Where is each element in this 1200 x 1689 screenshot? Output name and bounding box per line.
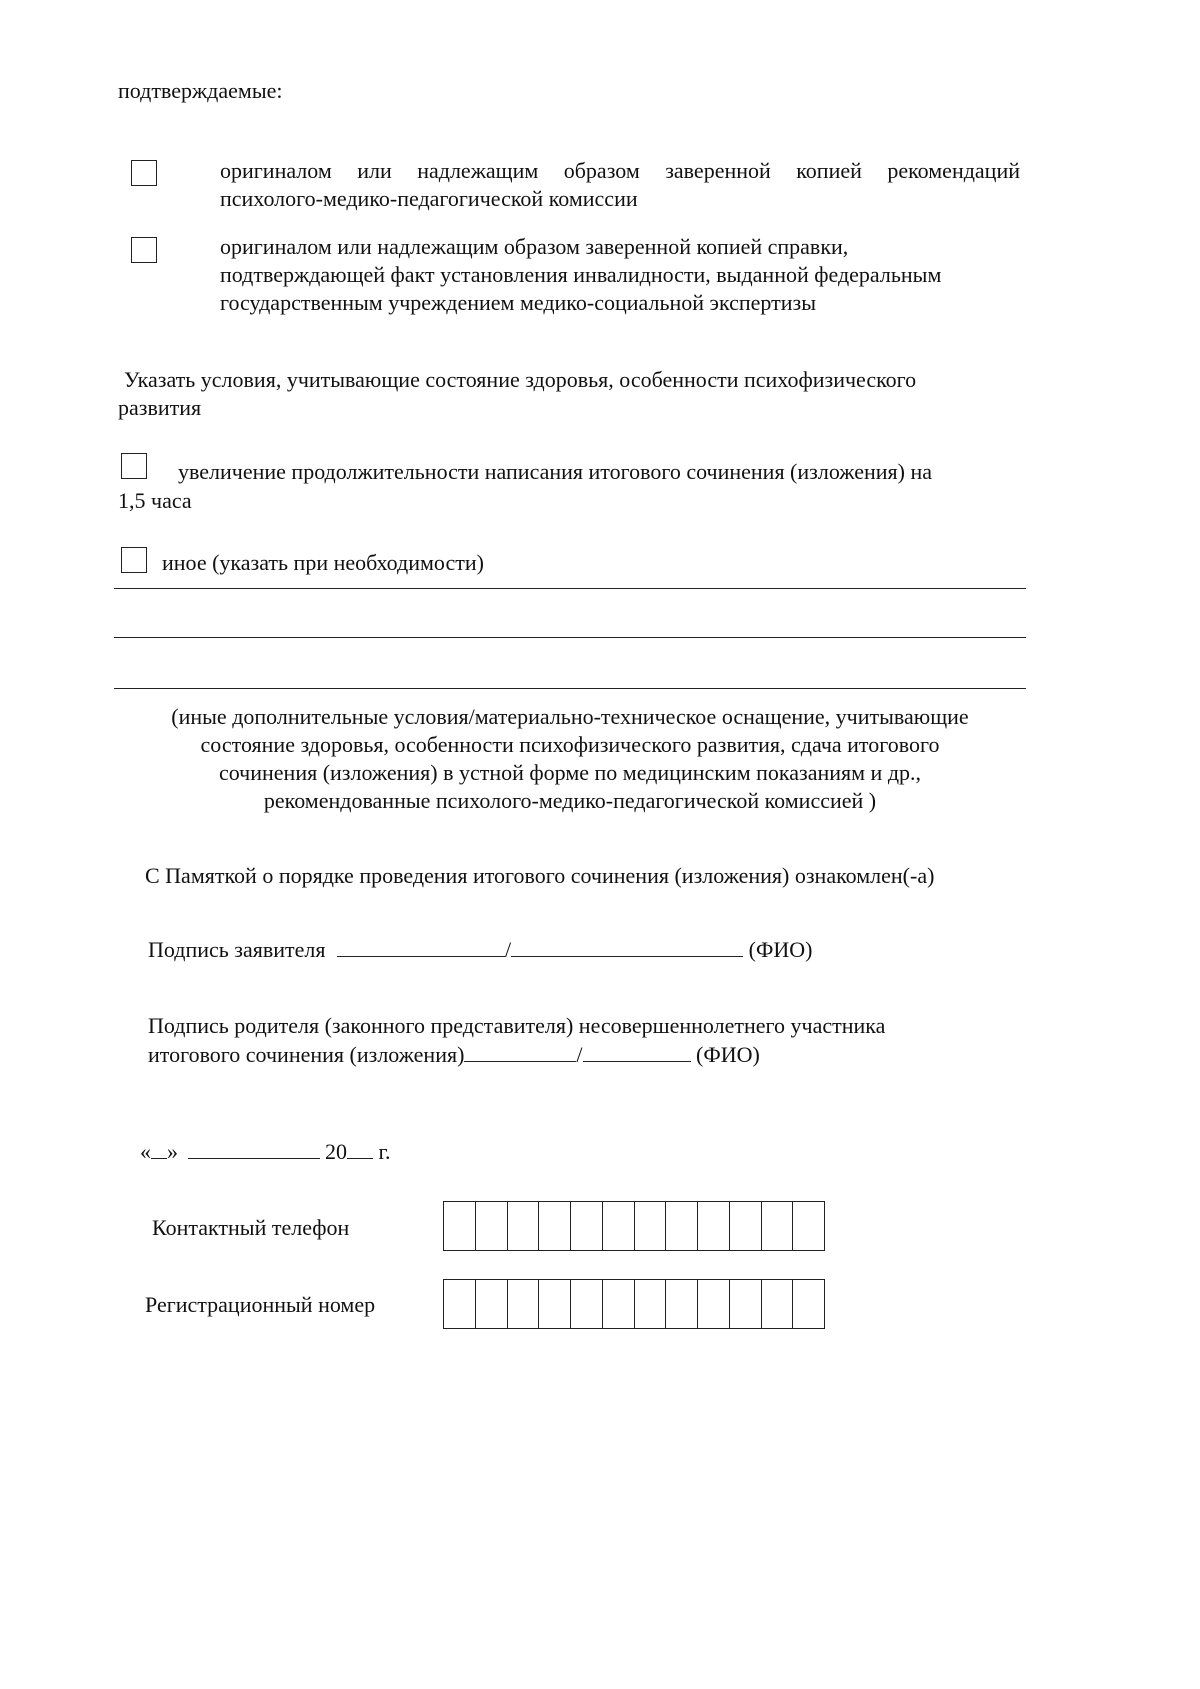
conditions-note-line: рекомендованные психолого-медико-педагогической комиссией ) xyxy=(263,788,877,813)
signature-separator: / xyxy=(576,1042,583,1067)
phone-digit-cell[interactable] xyxy=(476,1202,508,1250)
registration-digit-cell[interactable] xyxy=(762,1280,794,1328)
registration-number-label: Регистрационный номер xyxy=(145,1292,376,1317)
doc-option-line: оригиналом или надлежащим образом заверенной копией справки, xyxy=(220,234,849,259)
applicant-signature-row xyxy=(148,936,812,964)
date-month-field[interactable] xyxy=(188,1138,320,1159)
checkbox-extend-time[interactable] xyxy=(121,453,147,479)
doc-option-line: психолого-медико-педагогической комиссии xyxy=(220,186,638,211)
other-conditions-line[interactable] xyxy=(114,637,1026,638)
applicant-fio-field[interactable] xyxy=(511,936,743,957)
phone-digit-cell[interactable] xyxy=(793,1202,824,1250)
checkbox-psychological-commission[interactable] xyxy=(131,160,157,186)
conditions-note-line: сочинения (изложения) в устной форме по медицинским показаниям и др., xyxy=(218,760,922,785)
registration-digit-cell[interactable] xyxy=(666,1280,698,1328)
date-day-field[interactable] xyxy=(151,1138,167,1159)
phone-digit-cell[interactable] xyxy=(444,1202,476,1250)
conditions-note xyxy=(114,703,1026,815)
registration-digit-cell[interactable] xyxy=(571,1280,603,1328)
applicant-signature-field[interactable] xyxy=(337,936,505,957)
doc-option-line: оригиналом или надлежащим образом заверенной копией рекомендаций xyxy=(220,158,1020,183)
registration-digit-cell[interactable] xyxy=(476,1280,508,1328)
date-open-quote: « xyxy=(140,1139,151,1164)
date-year-field[interactable] xyxy=(347,1138,373,1159)
phone-digit-cell[interactable] xyxy=(762,1202,794,1250)
registration-digit-cell[interactable] xyxy=(635,1280,667,1328)
condition-extend-line1: увеличение продолжительности написания итогового сочинения (изложения) на xyxy=(178,459,932,484)
date-row xyxy=(140,1138,391,1166)
phone-digit-cell[interactable] xyxy=(635,1202,667,1250)
registration-digit-cell[interactable] xyxy=(793,1280,824,1328)
doc-option-disability-certificate xyxy=(220,233,1020,317)
parent-signature-row xyxy=(148,1041,760,1069)
parent-signature-field[interactable] xyxy=(464,1041,576,1062)
other-conditions-line[interactable] xyxy=(114,588,1026,589)
condition-other-label: иное (указать при необходимости) xyxy=(162,550,484,575)
registration-digit-cell[interactable] xyxy=(539,1280,571,1328)
parent-fio-field[interactable] xyxy=(583,1041,691,1062)
parent-signature-line1: Подпись родителя (законного представителя) несовершеннолетнего участника xyxy=(148,1013,886,1038)
checkbox-other[interactable] xyxy=(121,547,147,573)
conditions-note-line: (иные дополнительные условия/материально-техническое оснащение, учитывающие xyxy=(171,704,969,729)
other-conditions-line[interactable] xyxy=(114,688,1026,689)
conditions-heading-line: развития xyxy=(118,395,202,420)
doc-option-psychological-commission xyxy=(220,157,1020,213)
signature-separator: / xyxy=(505,937,512,962)
phone-digit-cell[interactable] xyxy=(698,1202,730,1250)
condition-extend-line2: 1,5 часа xyxy=(118,488,192,513)
phone-digit-cell[interactable] xyxy=(730,1202,762,1250)
checkbox-disability-certificate[interactable] xyxy=(131,237,157,263)
conditions-heading xyxy=(118,366,916,422)
registration-digit-cell[interactable] xyxy=(508,1280,540,1328)
memo-acknowledgement: С Памяткой о порядке проведения итогового сочинения (изложения) ознакомлен(-а) xyxy=(145,863,935,888)
date-close-quote: » xyxy=(167,1139,178,1164)
fio-label: (ФИО) xyxy=(748,937,813,962)
doc-option-line: подтверждающей факт установления инвалидности, выданной федеральным xyxy=(220,262,942,287)
registration-number-grid[interactable] xyxy=(443,1279,825,1329)
phone-digit-cell[interactable] xyxy=(603,1202,635,1250)
contact-phone-label: Контактный телефон xyxy=(152,1215,350,1240)
date-year-prefix: 20 xyxy=(325,1139,347,1164)
phone-digit-cell[interactable] xyxy=(539,1202,571,1250)
intro-text: подтверждаемые: xyxy=(118,78,283,103)
phone-digit-cell[interactable] xyxy=(508,1202,540,1250)
phone-digit-cell[interactable] xyxy=(666,1202,698,1250)
applicant-signature-label: Подпись заявителя xyxy=(148,937,326,962)
registration-digit-cell[interactable] xyxy=(603,1280,635,1328)
parent-signature-label: итогового сочинения (изложения) xyxy=(148,1042,465,1067)
date-year-suffix: г. xyxy=(378,1139,391,1164)
fio-label: (ФИО) xyxy=(696,1042,760,1067)
conditions-heading-line: Указать условия, учитывающие состояние здоровья, особенности психофизического xyxy=(124,367,917,392)
doc-option-line: государственным учреждением медико-социальной экспертизы xyxy=(220,290,816,315)
registration-digit-cell[interactable] xyxy=(698,1280,730,1328)
conditions-note-line: состояние здоровья, особенности психофизического развития, сдача итогового xyxy=(200,732,940,757)
contact-phone-grid[interactable] xyxy=(443,1201,825,1251)
registration-digit-cell[interactable] xyxy=(730,1280,762,1328)
registration-digit-cell[interactable] xyxy=(444,1280,476,1328)
phone-digit-cell[interactable] xyxy=(571,1202,603,1250)
